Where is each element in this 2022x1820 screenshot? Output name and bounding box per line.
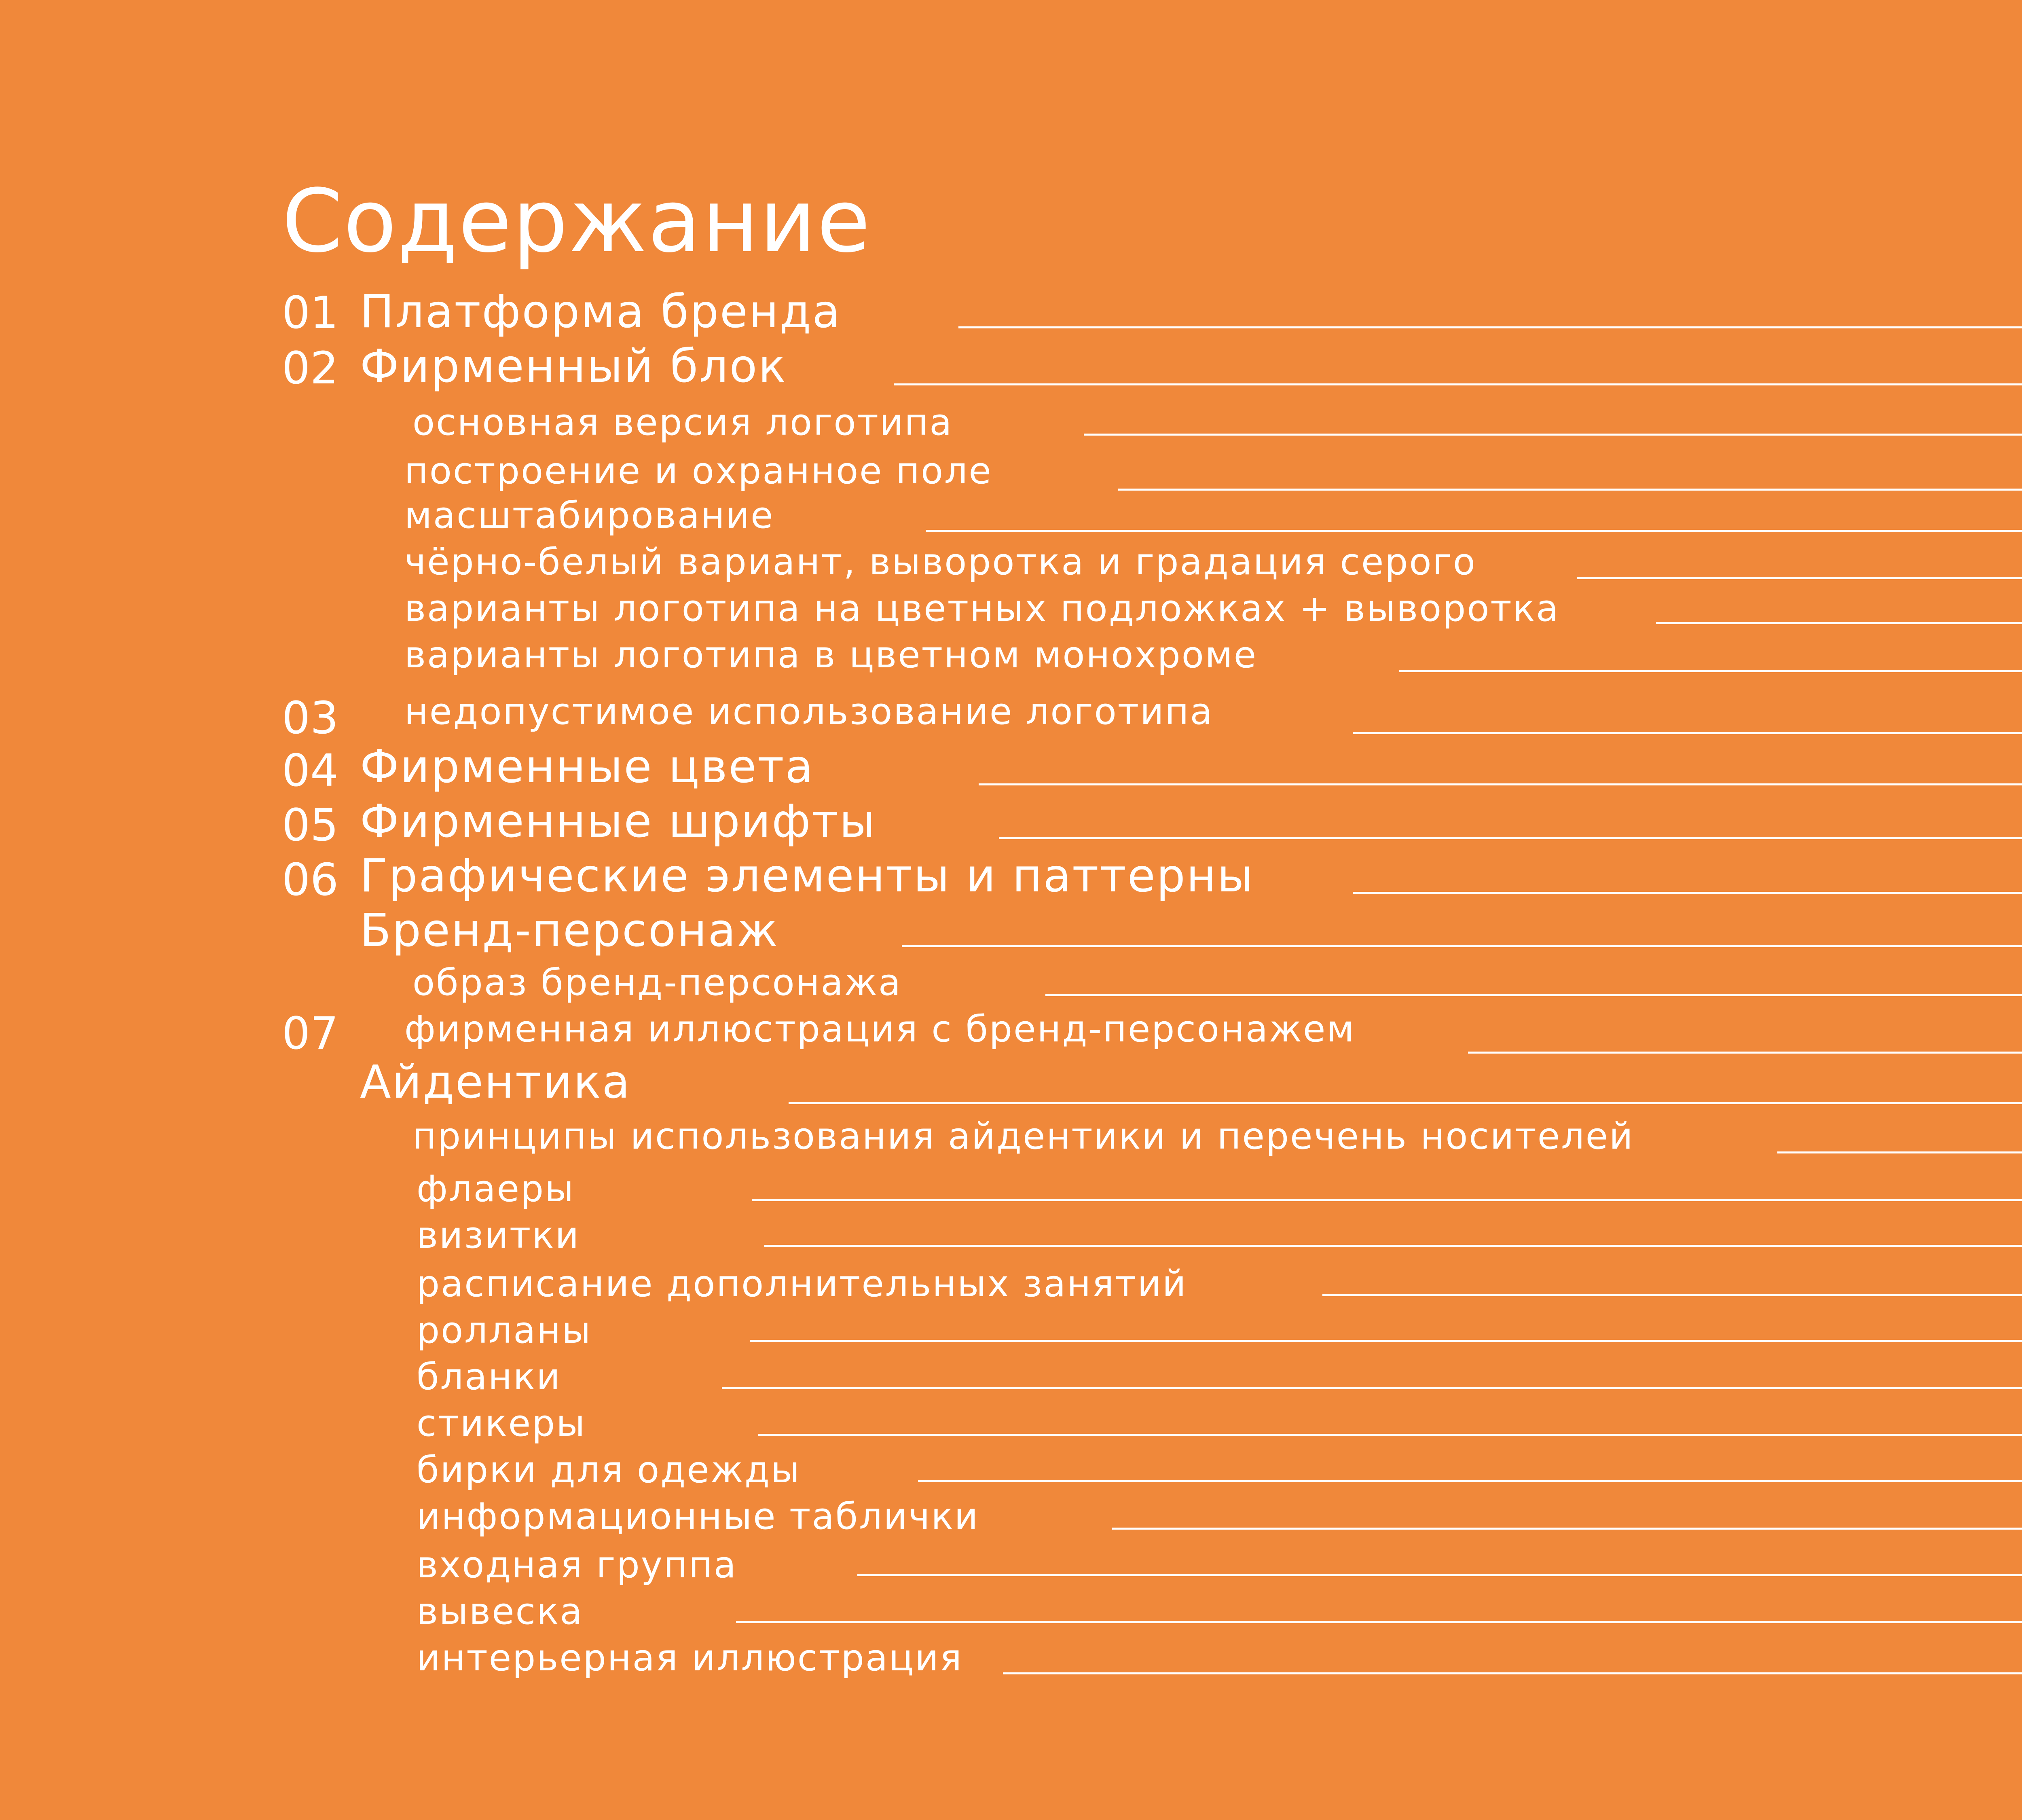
leader-line — [958, 326, 2022, 328]
toc-label: фирменная иллюстрация с бренд-персонажем — [404, 1008, 1356, 1050]
leader-line — [1399, 670, 2022, 672]
leader-line — [1112, 1528, 2022, 1530]
leader-line — [1118, 489, 2022, 491]
toc-label: Бренд-персонаж — [360, 904, 779, 957]
page-title: Содержание — [282, 170, 871, 272]
toc-label: ролланы — [417, 1309, 592, 1352]
leader-line — [979, 783, 2022, 785]
section-number-07: 07 — [282, 1007, 338, 1059]
toc-label: Фирменные цвета — [360, 741, 814, 793]
leader-line — [918, 1480, 2022, 1482]
toc-label: входная группа — [417, 1544, 737, 1586]
toc-label: флаеры — [417, 1168, 575, 1210]
section-number-02: 02 — [282, 342, 338, 394]
toc-label: чёрно-белый вариант, выворотка и градация серого — [404, 541, 1476, 583]
toc-label: принципы использования айдентики и перечень носителей — [412, 1115, 1634, 1158]
leader-line — [752, 1199, 2022, 1201]
leader-line — [722, 1387, 2022, 1389]
toc-label: варианты логотипа в цветном монохроме — [404, 634, 1258, 676]
leader-line — [764, 1245, 2022, 1247]
toc-label: вывеска — [417, 1590, 584, 1633]
leader-line — [1353, 892, 2022, 894]
toc-label: Фирменный блок — [360, 340, 787, 393]
toc-label: визитки — [417, 1214, 580, 1257]
leader-line — [750, 1340, 2022, 1342]
toc-label: расписание дополнительных занятий — [417, 1263, 1187, 1305]
toc-label: бланки — [417, 1356, 561, 1398]
leader-line — [1045, 994, 2022, 996]
leader-line — [1353, 732, 2022, 734]
toc-label: варианты логотипа на цветных подложках + выворотка — [404, 587, 1560, 630]
section-number-06: 06 — [282, 854, 338, 906]
toc-label: Платформа бренда — [360, 286, 842, 338]
toc-label: Айдентика — [360, 1056, 631, 1109]
leader-line — [1656, 622, 2022, 624]
leader-line — [1468, 1052, 2022, 1054]
section-number-05: 05 — [282, 799, 338, 851]
leader-line — [999, 837, 2022, 839]
toc-label: построение и охранное поле — [404, 450, 992, 492]
toc-label: Фирменные шрифты — [360, 795, 876, 848]
toc-label: масштабирование — [404, 494, 774, 537]
toc-label: информационные таблички — [417, 1495, 979, 1538]
section-number-04: 04 — [282, 745, 338, 796]
toc-label: недопустимое использование логотипа — [404, 690, 1214, 733]
toc-label: Графические элементы и паттерны — [360, 850, 1254, 902]
toc-label: стикеры — [417, 1402, 586, 1445]
toc-label: бирки для одежды — [417, 1449, 801, 1491]
leader-line — [758, 1434, 2022, 1436]
leader-line — [894, 383, 2022, 385]
toc-label: основная версия логотипа — [412, 401, 953, 444]
leader-line — [1777, 1151, 2022, 1153]
section-number-01: 01 — [282, 287, 338, 339]
toc-label: интерьерная иллюстрация — [417, 1637, 963, 1679]
leader-line — [902, 945, 2022, 947]
leader-line — [1577, 577, 2022, 579]
leader-line — [1003, 1672, 2022, 1674]
leader-line — [789, 1102, 2022, 1104]
toc-label: образ бренд-персонажа — [412, 961, 902, 1004]
leader-line — [857, 1574, 2022, 1576]
leader-line — [1084, 434, 2022, 436]
leader-line — [1322, 1294, 2022, 1296]
section-number-03: 03 — [282, 692, 338, 744]
leader-line — [926, 530, 2022, 532]
leader-line — [736, 1621, 2022, 1623]
